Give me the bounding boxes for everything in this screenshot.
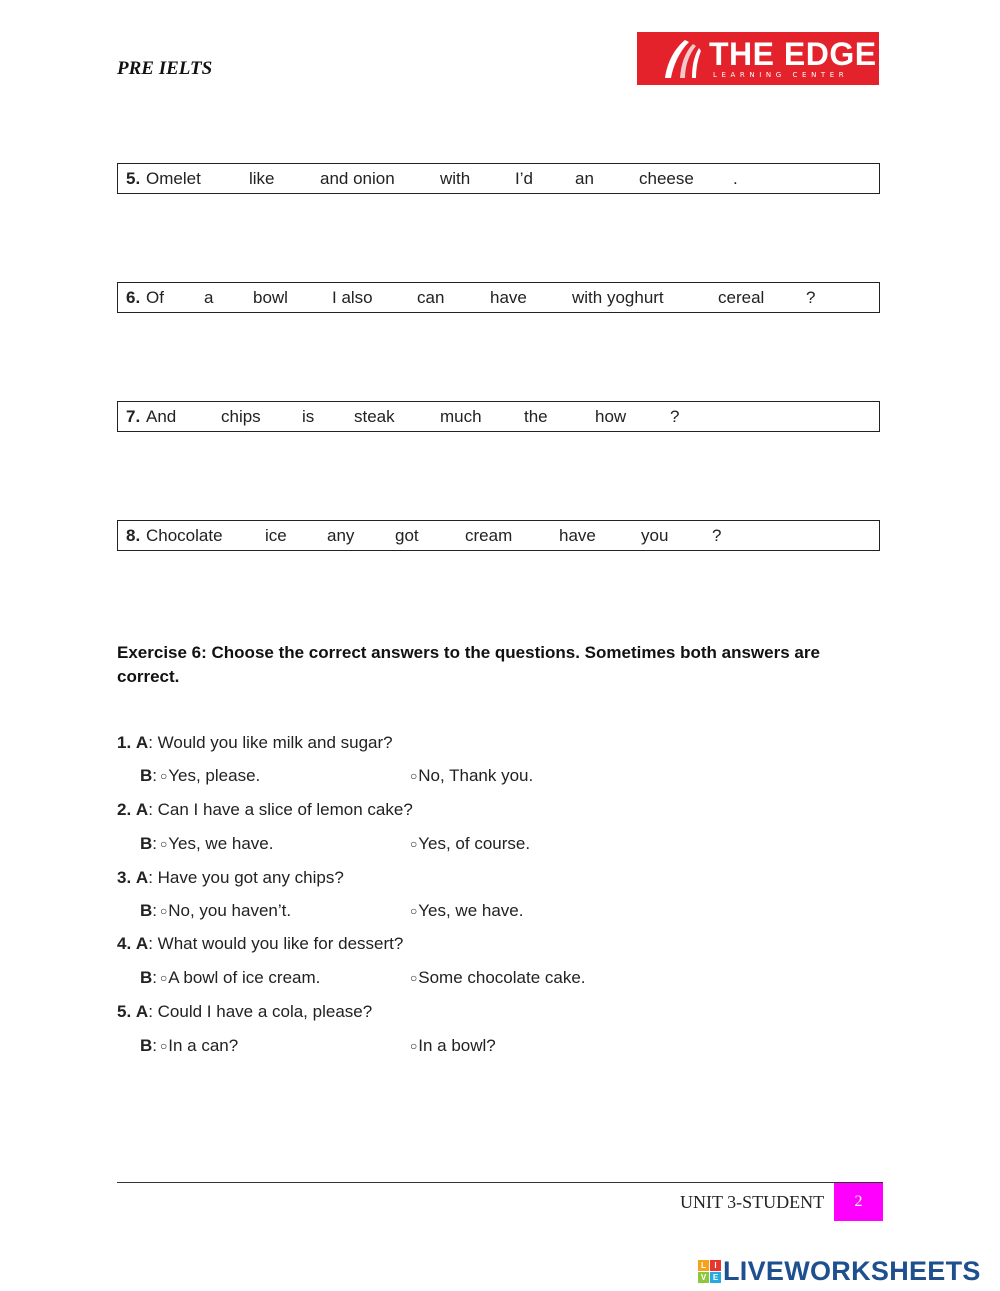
radio-icon[interactable]: ○ <box>160 1039 168 1053</box>
scramble-word[interactable]: I also <box>332 288 373 307</box>
scramble-box-6[interactable] <box>117 282 880 313</box>
question-number: 1. <box>117 733 132 752</box>
logo-name: THE EDGE <box>709 36 877 72</box>
scramble-word[interactable]: have <box>559 526 596 545</box>
scramble-number: 6. <box>126 288 141 307</box>
radio-icon[interactable]: ○ <box>160 769 168 783</box>
option-label: Some chocolate cake. <box>418 968 586 987</box>
option-label: A bowl of ice cream. <box>168 968 321 987</box>
question-text: : Could I have a cola, please? <box>148 1002 373 1021</box>
answer-row-2: B: <box>140 834 158 853</box>
scramble-word[interactable]: you <box>641 526 669 545</box>
scramble-word[interactable]: with <box>440 169 471 188</box>
liveworksheets-logo <box>698 1256 981 1286</box>
exercise-6-heading: Exercise 6: Choose the correct answers to the questions. Sometimes both answers are correct. <box>117 643 820 686</box>
scramble-word[interactable]: have <box>490 288 527 307</box>
scramble-word[interactable]: Of <box>146 288 164 307</box>
speaker-a: A <box>135 733 149 752</box>
scramble-word[interactable]: ? <box>670 407 680 426</box>
question-3 <box>117 868 344 888</box>
option-label: Yes, we have. <box>168 834 274 853</box>
liveworksheets-text: LIVEWORKSHEETS <box>723 1255 981 1286</box>
scramble-word[interactable]: like <box>249 169 275 188</box>
option-label: In a can? <box>168 1036 239 1055</box>
answer-row-5: B: <box>140 1036 158 1055</box>
option-2b[interactable] <box>410 834 530 854</box>
speaker-a: A <box>135 1002 149 1021</box>
scramble-word[interactable]: how <box>595 407 627 426</box>
option-3b[interactable] <box>410 901 523 921</box>
grid-letter: I <box>710 1260 721 1271</box>
question-text: : What would you like for dessert? <box>148 934 404 953</box>
scramble-word[interactable]: Chocolate <box>146 526 223 545</box>
scramble-word[interactable]: steak <box>354 407 395 426</box>
header-title: PRE IELTS <box>117 58 213 79</box>
option-label: Yes, we have. <box>418 901 524 920</box>
live-grid-icon <box>698 1260 721 1283</box>
the-edge-logo <box>637 32 879 85</box>
option-4b[interactable] <box>410 968 586 988</box>
answer-row-4: B: <box>140 968 158 987</box>
scramble-word[interactable]: cream <box>465 526 513 545</box>
scramble-word[interactable]: cheese <box>639 169 694 188</box>
scramble-word[interactable]: and onion <box>320 169 395 188</box>
radio-icon[interactable]: ○ <box>160 837 168 851</box>
scramble-box-5[interactable] <box>117 163 880 194</box>
speaker-b: B <box>140 901 153 920</box>
option-3a[interactable] <box>160 901 291 921</box>
answer-row-3: B: <box>140 901 158 920</box>
option-5b[interactable] <box>410 1036 496 1056</box>
scramble-word[interactable]: the <box>524 407 548 426</box>
grid-letter: V <box>698 1272 709 1283</box>
radio-icon[interactable]: ○ <box>410 971 418 985</box>
scramble-word[interactable]: a <box>204 288 214 307</box>
scramble-word[interactable]: cereal <box>718 288 765 307</box>
speaker-b: B <box>140 834 153 853</box>
answer-row-1: B: <box>140 766 158 785</box>
option-label: No, you haven’t. <box>168 901 292 920</box>
grid-letter: E <box>710 1272 721 1283</box>
question-number: 5. <box>117 1002 132 1021</box>
radio-icon[interactable]: ○ <box>160 971 168 985</box>
question-number: 2. <box>117 800 132 819</box>
scramble-word[interactable]: is <box>302 407 315 426</box>
option-4a[interactable] <box>160 968 320 988</box>
footer-unit-label: UNIT 3-STUDENT <box>680 1192 825 1212</box>
scramble-box-7[interactable] <box>117 401 880 432</box>
scramble-word[interactable]: much <box>440 407 482 426</box>
speaker-b: B <box>140 766 153 785</box>
road-swoosh-icon <box>663 38 703 80</box>
option-label: In a bowl? <box>418 1036 496 1055</box>
radio-icon[interactable]: ○ <box>160 904 168 918</box>
scramble-word[interactable]: ? <box>712 526 722 545</box>
option-2a[interactable] <box>160 834 273 854</box>
scramble-word[interactable]: with yoghurt <box>572 288 664 307</box>
scramble-word[interactable]: got <box>395 526 419 545</box>
scramble-number: 5. <box>126 169 141 188</box>
page-number: 2 <box>834 1183 883 1221</box>
speaker-b: B <box>140 1036 153 1055</box>
scramble-number: 8. <box>126 526 141 545</box>
option-5a[interactable] <box>160 1036 238 1056</box>
option-label: Yes, of course. <box>418 834 531 853</box>
speaker-a: A <box>135 934 149 953</box>
question-2 <box>117 800 413 820</box>
footer-divider <box>117 1182 883 1183</box>
scramble-word[interactable]: chips <box>221 407 261 426</box>
option-1a[interactable] <box>160 766 260 786</box>
scramble-word[interactable]: I’d <box>515 169 533 188</box>
question-1 <box>117 733 393 753</box>
scramble-word[interactable]: can <box>417 288 445 307</box>
option-1b[interactable] <box>410 766 533 786</box>
question-number: 3. <box>117 868 132 887</box>
speaker-a: A <box>135 800 149 819</box>
scramble-word[interactable]: ice <box>265 526 287 545</box>
option-label: No, Thank you. <box>418 766 534 785</box>
scramble-word[interactable]: Omelet <box>146 169 201 188</box>
radio-icon[interactable]: ○ <box>410 837 418 851</box>
radio-icon[interactable]: ○ <box>410 769 418 783</box>
question-text: : Have you got any chips? <box>148 868 344 887</box>
scramble-box-8[interactable] <box>117 520 880 551</box>
option-label: Yes, please. <box>168 766 261 785</box>
scramble-word[interactable]: any <box>327 526 355 545</box>
question-4 <box>117 934 403 954</box>
question-number: 4. <box>117 934 132 953</box>
question-5 <box>117 1002 372 1022</box>
radio-icon[interactable]: ○ <box>410 904 418 918</box>
scramble-word[interactable]: . <box>733 169 738 188</box>
speaker-b: B <box>140 968 153 987</box>
scramble-number: 7. <box>126 407 141 426</box>
scramble-word[interactable]: bowl <box>253 288 288 307</box>
scramble-word[interactable]: an <box>575 169 594 188</box>
radio-icon[interactable]: ○ <box>410 1039 418 1053</box>
speaker-a: A <box>135 868 149 887</box>
grid-letter: L <box>698 1260 709 1271</box>
question-text: : Would you like milk and sugar? <box>148 733 393 752</box>
question-text: : Can I have a slice of lemon cake? <box>148 800 413 819</box>
scramble-word[interactable]: ? <box>806 288 816 307</box>
scramble-word[interactable]: And <box>146 407 177 426</box>
logo-subtitle: LEARNING CENTER <box>713 71 849 79</box>
